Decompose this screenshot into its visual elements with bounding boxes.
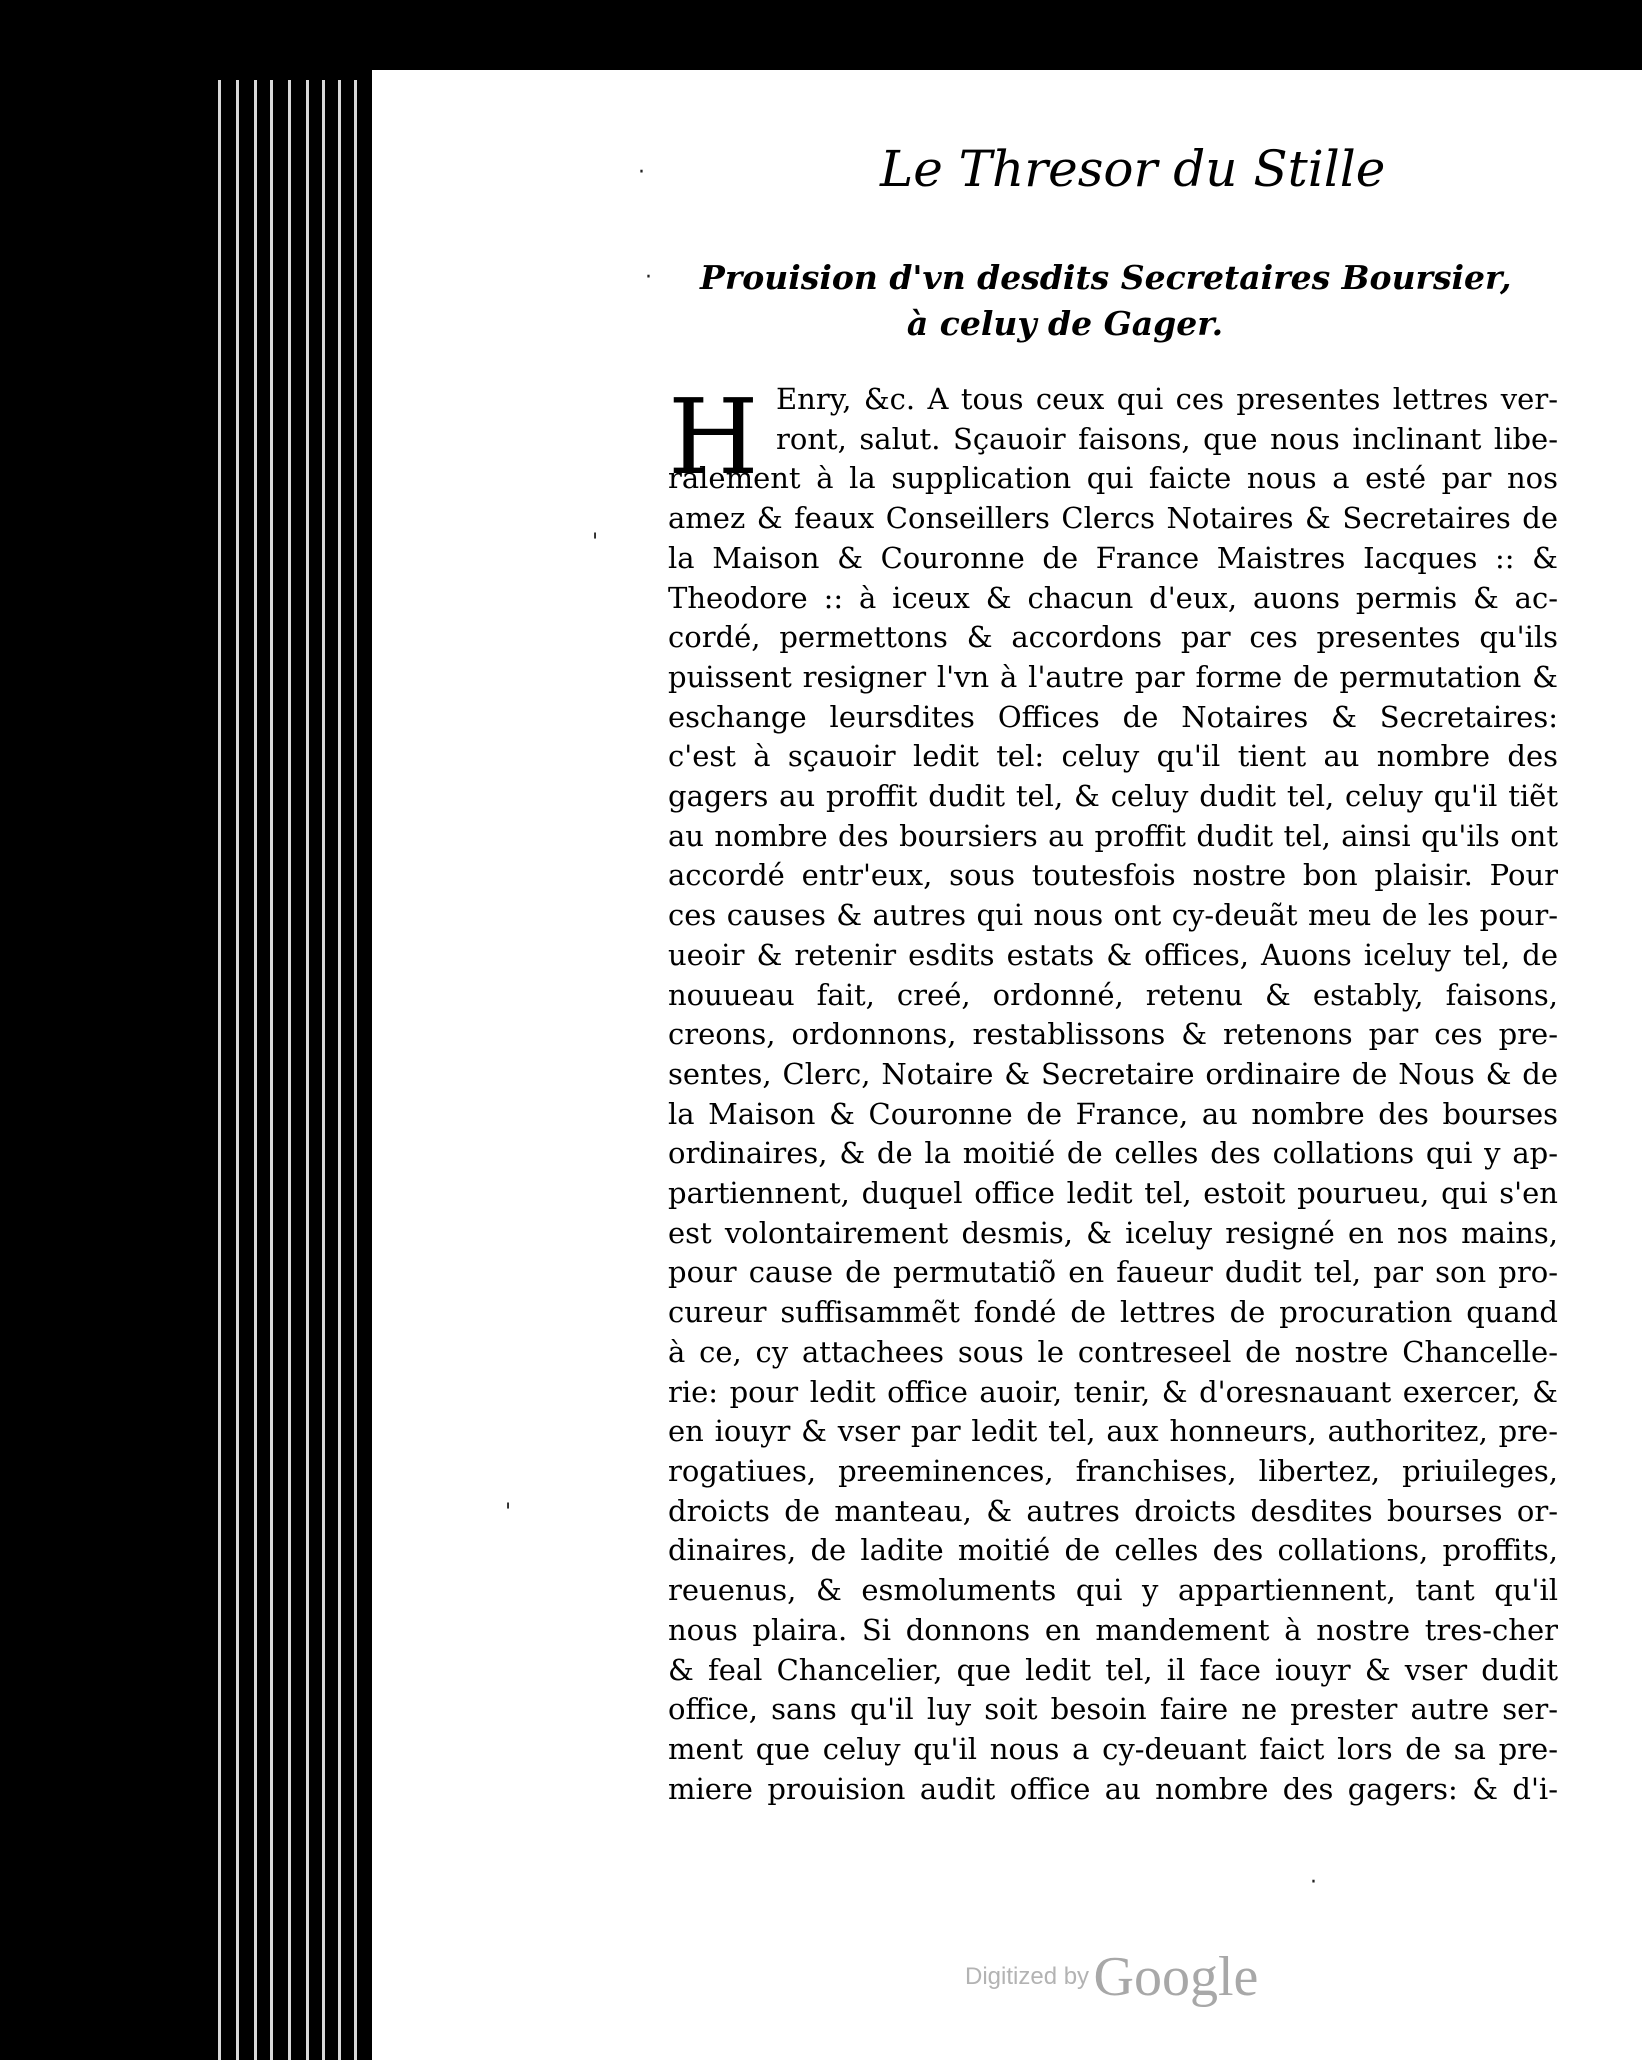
text-line: ces causes & autres qui nous ont cy-deuãt meu de les pour- <box>668 898 1558 933</box>
book-page-edges <box>210 80 370 2060</box>
text-line: puissent resigner l'vn à l'autre par forme de permutation & <box>668 659 1558 694</box>
text-line: gagers au proffit dudit tel, & celuy dudit tel, celuy qu'il tiẽt <box>668 779 1558 814</box>
text-line: eschange leursdites Offices de Notaires & Secretaires: <box>668 699 1558 734</box>
body-text <box>668 376 1558 1809</box>
text-line: la Maison & Couronne de France, au nombre des bourses <box>668 1096 1558 1131</box>
scan-speck: · <box>638 160 645 185</box>
text-line: rogatiues, preeminences, franchises, libertez, priuileges, <box>668 1453 1558 1488</box>
text-line: cordé, permettons & accordons par ces presentes qu'ils <box>668 620 1558 655</box>
text-line: miere prouision audit office au nombre des gagers: & d'i- <box>668 1771 1558 1806</box>
google-logo: Google <box>1093 1946 1259 2008</box>
text-line: ment que celuy qu'il nous a cy-deuant faict lors de sa pre- <box>668 1731 1558 1766</box>
heading-line-1: Prouision d'vn desdits Secretaires Boursier, <box>700 258 1512 297</box>
scan-speck: ' <box>505 1500 512 1525</box>
text-line: sentes, Clerc, Notaire & Secretaire ordinaire de Nous & de <box>668 1056 1558 1091</box>
text-line: ueoir & retenir esdits estats & offices, Auons iceluy tel, de <box>668 937 1558 972</box>
text-line: pour cause de permutatiõ en faueur dudit tel, par son pro- <box>668 1255 1558 1290</box>
text-line: la Maison & Couronne de France Maistres Iacques :: & <box>668 540 1558 575</box>
scan-speck: ' <box>592 530 599 555</box>
text-line: rie: pour ledit office auoir, tenir, & d'oresnauant exercer, & <box>668 1374 1558 1409</box>
text-line: Theodore :: à iceux & chacun d'eux, auons permis & ac- <box>668 580 1558 615</box>
section-heading <box>700 255 1512 347</box>
text-line: est volontairement desmis, & iceluy resigné en nos mains, <box>668 1215 1558 1250</box>
text-line: & feal Chancelier, que ledit tel, il face iouyr & vser dudit <box>668 1652 1558 1687</box>
text-line: en iouyr & vser par ledit tel, aux honneurs, authoritez, pre- <box>668 1414 1558 1449</box>
text-line: Enry, &c. A tous ceux qui ces presentes lettres ver- <box>776 382 1558 416</box>
text-line: ralement à la supplication qui faicte nous a esté par nos <box>668 461 1558 496</box>
text-line: reuenus, & esmoluments qui y appartiennent, tant qu'il <box>668 1573 1558 1608</box>
scan-speck: · <box>645 265 652 290</box>
text-line: ordinaires, & de la moitié de celles des collations qui y ap- <box>668 1136 1558 1171</box>
scan-speck: · <box>1310 1870 1317 1895</box>
digitized-by-google-watermark <box>965 1945 1258 2009</box>
text-line: creons, ordonnons, restablissons & retenons par ces pre- <box>668 1017 1558 1052</box>
running-title: Le Thresor du Stille <box>880 140 1386 198</box>
text-line: ront, salut. Sçauoir faisons, que nous inclinant libe- <box>776 421 1558 456</box>
text-line: à ce, cy attachees sous le contreseel de nostre Chancelle- <box>668 1334 1558 1369</box>
text-line: cureur suffisammẽt fondé de lettres de procuration quand <box>668 1295 1558 1330</box>
text-line: nous plaira. Si donnons en mandement à nostre tres-cher <box>668 1612 1558 1647</box>
text-line: droicts de manteau, & autres droicts desdites bourses or- <box>668 1493 1558 1528</box>
text-line: au nombre des boursiers au proffit dudit tel, ainsi qu'ils ont <box>668 818 1558 853</box>
text-line: office, sans qu'il luy soit besoin faire ne prester autre ser- <box>668 1692 1558 1727</box>
text-line: c'est à sçauoir ledit tel: celuy qu'il tient au nombre des <box>668 739 1558 774</box>
text-line: partiennent, duquel office ledit tel, estoit pourueu, qui s'en <box>668 1176 1558 1211</box>
text-line: accordé entr'eux, sous toutesfois nostre bon plaisir. Pour <box>668 858 1558 893</box>
text-line: dinaires, de ladite moitié de celles des collations, proffits, <box>668 1533 1558 1568</box>
heading-line-2: à celuy de Gager. <box>906 304 1224 343</box>
watermark-prefix: Digitized by <box>965 1963 1090 1990</box>
text-line: nouueau fait, creé, ordonné, retenu & estably, faisons, <box>668 977 1558 1012</box>
text-line: amez & feaux Conseillers Clercs Notaires & Secretaires de <box>668 501 1558 536</box>
drop-cap: H <box>668 376 759 498</box>
